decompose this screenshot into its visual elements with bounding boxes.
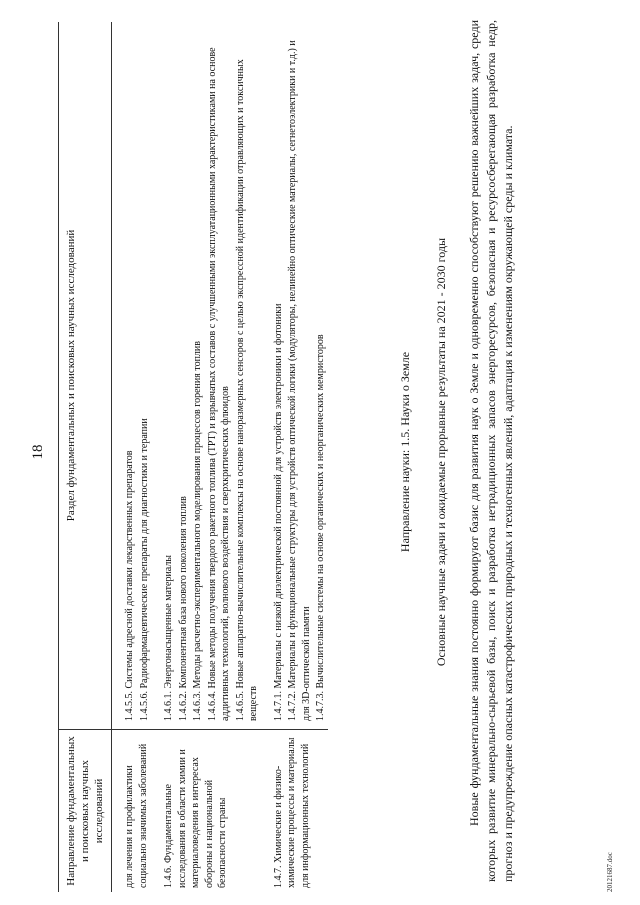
- section-item: 1.4.5.6. Радиофармацевтические препараты для диагностики и терапии: [138, 418, 150, 721]
- section-item: 1.4.5.5. Системы адресной доставки лекарственных препаратов: [124, 450, 135, 721]
- subheading: Основные научные задачи и ожидаемые прорывные результаты на 2021 - 2030 годы: [434, 237, 448, 667]
- section-item: 1.4.7.2. Материалы и функциональные структуры для устройств оптической логики (модуляторы, нелинейно оптические материалы, сегнетоэлектрики и т.д.) и для 3D-оптической памяти: [287, 40, 312, 721]
- body-paragraph: Новые фундаментальные знания постоянно формируют базис для развития наук о Земле и одновременно способствуют решению важнейших задач, среди которых развитие минерально-сырьевой базы, поиск и разработка нетрадиционных запасов энергоресурсов, безопасная и ресурсосберегающая разработка недр, прогноз и предупреждение опасных катастрофических природных и техногенных явлений, адаптация к изменениям окружающей среды и климата.: [467, 20, 515, 882]
- table-row: [122, 22, 137, 892]
- table-row: [161, 22, 176, 892]
- section-item: 1.4.6.4. Новые методы получения твердого ракетного топлива (ТРТ) и взрывчатых составов с улучшенными эксплуатационными характеристиками на основе аддитивных технологий, волнового воздействия и сверхкритических флюидов: [206, 47, 231, 721]
- section-item: 1.4.7.1. Материалы с низкой диэлектрической постоянной для устройств электроники и фотоники: [272, 303, 284, 721]
- direction-cell: 1.4.7. Химические и физико-химические процессы и материалы для информационных технологий: [271, 730, 328, 893]
- direction-heading: Направление науки: 1.5. Науки о Земле: [398, 351, 412, 553]
- section-item: 1.4.6.1. Энергонасыщенные материалы: [163, 554, 174, 721]
- header-section: Раздел фундаментальных и поисковых научных исследований: [59, 22, 112, 730]
- section-item: 1.4.6.3. Методы расчетно-экспериментального моделирования процессов горения топлив: [192, 341, 203, 721]
- document-id: 20121687.doc: [606, 852, 614, 892]
- direction-cell: для лечения и профилактики социально значимых заболеваний: [122, 730, 151, 893]
- page-number: 18: [30, 444, 46, 460]
- section-item: 1.4.7.3. Вычислительные системы на основе органических и неорганических мемристоров: [315, 334, 326, 721]
- table-header-row: [59, 22, 112, 892]
- rotated-page: [20, 12, 620, 892]
- table-row: [271, 22, 286, 892]
- section-item: 1.4.6.2. Компонентная база нового поколения топлив: [177, 496, 189, 721]
- header-direction: Направление фундаментальных и поисковых научных исследований: [59, 730, 112, 893]
- section-item: 1.4.6.5. Новые аппаратно-вычислительные комплексы на основе наноразмерных сенсоров с целью экспрессной идентификации отравляющих и токсичных веществ: [234, 59, 259, 721]
- research-table: [58, 22, 328, 892]
- direction-cell: 1.4.6. Фундаментальные исследования в области химии и материаловедения в интересах обороны и национальной безопасности страны: [161, 730, 261, 893]
